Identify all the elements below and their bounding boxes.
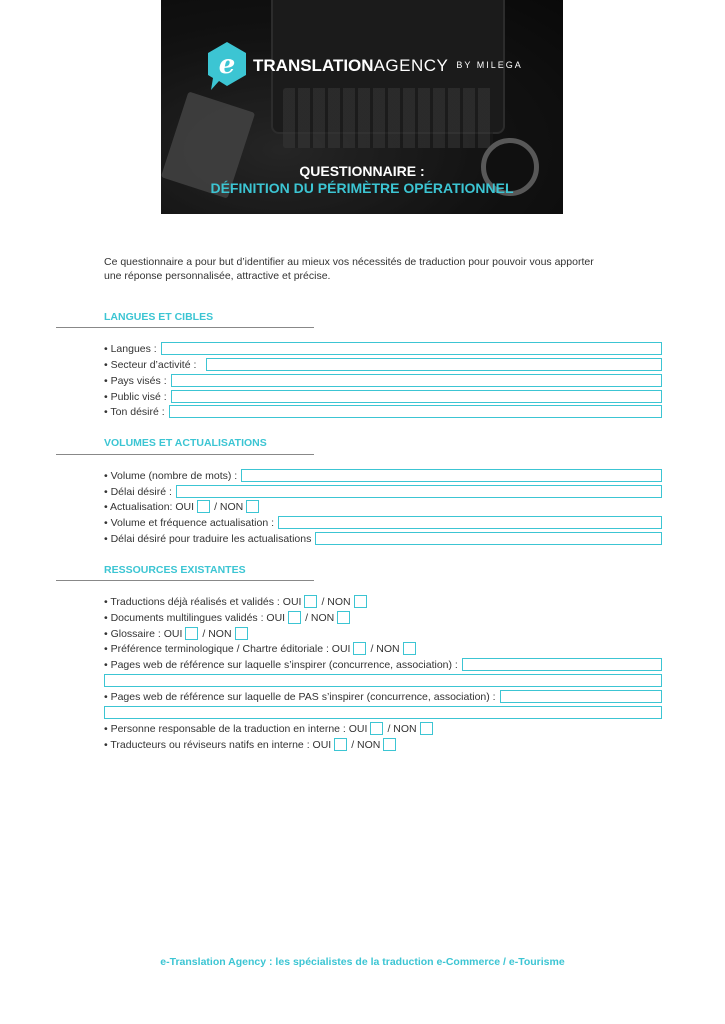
personne-oui-checkbox[interactable] xyxy=(370,722,383,735)
banner-title-line1: QUESTIONNAIRE : xyxy=(299,163,425,179)
field-delai-actualisations: • Délai désiré pour traduire les actualisations xyxy=(104,532,662,545)
public-input[interactable] xyxy=(171,390,662,403)
field-glossaire: • Glossaire : OUI / NON xyxy=(104,627,662,640)
documents-oui-checkbox[interactable] xyxy=(288,611,301,624)
section-title-ressources: RESSOURCES EXISTANTES xyxy=(104,564,246,576)
actualisation-oui-checkbox[interactable] xyxy=(197,500,210,513)
footer-tagline: e-Translation Agency : les spécialistes de la traduction e-Commerce / e-Tourisme xyxy=(160,956,565,968)
ton-input[interactable] xyxy=(169,405,662,418)
traductions-oui-checkbox[interactable] xyxy=(304,595,317,608)
field-documents: • Documents multilingues validés : OUI / NON xyxy=(104,611,662,624)
field-delai: • Délai désiré : xyxy=(104,485,662,498)
intro-paragraph: Ce questionnaire a pour but d’identifier au mieux vos nécessités de traduction pour pouvoir vous apporter une réponse personnalisée, attractive et précise. xyxy=(104,256,594,282)
field-actualisation: • Actualisation: OUI / NON xyxy=(104,500,662,513)
company-logo xyxy=(205,36,523,96)
volume-frequence-input[interactable] xyxy=(278,516,662,529)
section-title-volumes: VOLUMES ET ACTUALISATIONS xyxy=(104,437,267,449)
banner-title xyxy=(161,163,563,197)
field-volume: • Volume (nombre de mots) : xyxy=(104,469,662,482)
preference-non-checkbox[interactable] xyxy=(403,642,416,655)
field-langues: • Langues : xyxy=(104,342,662,355)
field-secteur: • Secteur d’activité : xyxy=(104,358,662,371)
documents-non-checkbox[interactable] xyxy=(337,611,350,624)
traducteurs-non-checkbox[interactable] xyxy=(383,738,396,751)
field-preference: • Préférence terminologique / Chartre éditoriale : OUI / NON xyxy=(104,642,662,655)
pages-pas-reference-input[interactable] xyxy=(500,690,662,703)
field-ton: • Ton désiré : xyxy=(104,405,662,418)
field-pages-pas-reference: • Pages web de référence sur laquelle de PAS s’inspirer (concurrence, association) : xyxy=(104,690,662,703)
langues-input[interactable] xyxy=(161,342,662,355)
secteur-input[interactable] xyxy=(206,358,662,371)
logo-mark-icon xyxy=(205,40,249,92)
pages-reference-input-line2[interactable] xyxy=(104,674,662,687)
header-banner xyxy=(161,0,563,214)
glossaire-non-checkbox[interactable] xyxy=(235,627,248,640)
field-traducteurs: • Traducteurs ou réviseurs natifs en interne : OUI / NON xyxy=(104,738,662,751)
pays-input[interactable] xyxy=(171,374,662,387)
section-divider xyxy=(56,580,314,581)
field-pages-reference: • Pages web de référence sur laquelle s’inspirer (concurrence, association) : xyxy=(104,658,662,671)
volume-input[interactable] xyxy=(241,469,662,482)
actualisation-non-checkbox[interactable] xyxy=(246,500,259,513)
section-divider xyxy=(56,327,314,328)
logo-wordmark: TRANSLATIONAGENCY BY MILEGA xyxy=(253,56,523,75)
section-title-langues: LANGUES ET CIBLES xyxy=(104,311,214,323)
field-traductions: • Traductions déjà réalisés et validés : OUI / NON xyxy=(104,595,662,608)
field-pays: • Pays visés : xyxy=(104,374,662,387)
field-public: • Public visé : xyxy=(104,390,662,403)
preference-oui-checkbox[interactable] xyxy=(353,642,366,655)
glossaire-oui-checkbox[interactable] xyxy=(185,627,198,640)
banner-title-line2: DÉFINITION DU PÉRIMÈTRE OPÉRATIONNEL xyxy=(210,180,514,196)
section-divider xyxy=(56,454,314,455)
traducteurs-oui-checkbox[interactable] xyxy=(334,738,347,751)
personne-non-checkbox[interactable] xyxy=(420,722,433,735)
delai-input[interactable] xyxy=(176,485,662,498)
pages-pas-reference-input-line2[interactable] xyxy=(104,706,662,719)
pages-reference-input[interactable] xyxy=(462,658,662,671)
svg-text:e: e xyxy=(218,50,236,80)
delai-actualisations-input[interactable] xyxy=(315,532,662,545)
field-volume-frequence: • Volume et fréquence actualisation : xyxy=(104,516,662,529)
traductions-non-checkbox[interactable] xyxy=(354,595,367,608)
field-personne: • Personne responsable de la traduction en interne : OUI / NON xyxy=(104,722,662,735)
